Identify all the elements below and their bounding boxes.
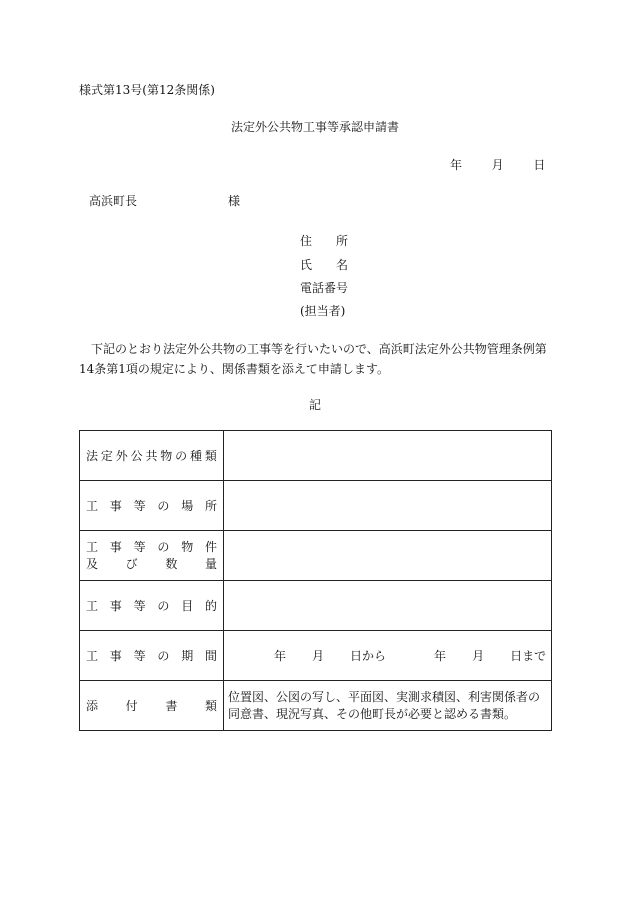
c: 付 <box>125 699 138 713</box>
c: 類 <box>204 449 217 463</box>
body-text-content: 下記のとおり法定外公共物の工事等を行いたいので、高浜町法定外公共物管理条例第14条第1項の規定により、関係書類を添えて申請します。 <box>79 342 547 376</box>
row-period <box>80 631 552 681</box>
row-items <box>80 531 552 581</box>
row-attachments <box>80 681 552 731</box>
addressee: 高浜町長 <box>89 194 138 208</box>
period-end-month: 月 <box>472 649 485 663</box>
c: 種 <box>190 449 203 463</box>
period-start-month: 月 <box>312 649 325 663</box>
name-label <box>300 256 348 273</box>
c: 物 <box>160 449 173 463</box>
period-end-day: 日まで <box>510 649 547 663</box>
address-label-c2: 所 <box>335 234 348 248</box>
c: 書 <box>165 699 178 713</box>
form-number: 様式第13号(第12条関係) <box>79 83 215 97</box>
c: 場 <box>181 499 194 513</box>
label-purpose <box>80 581 224 631</box>
address-label-c1: 住 <box>300 234 313 248</box>
c: 期 <box>181 649 194 663</box>
body-text <box>79 339 551 379</box>
period-start-year: 年 <box>274 649 287 663</box>
c: 添 <box>86 699 99 713</box>
c: 間 <box>204 649 217 663</box>
c: 及 <box>86 556 99 571</box>
c: 工 <box>86 539 99 554</box>
contact-label: (担当者) <box>300 304 346 318</box>
label-items <box>80 531 224 581</box>
c: 数 <box>165 556 178 571</box>
address-label <box>300 232 348 249</box>
c: の <box>157 539 170 554</box>
c: 類 <box>204 699 217 713</box>
c: 事 <box>109 649 122 663</box>
c: 等 <box>133 539 146 554</box>
c: の <box>157 499 170 513</box>
c: 法 <box>86 449 99 463</box>
name-label-c1: 氏 <box>300 258 313 272</box>
c: 工 <box>86 499 99 513</box>
c: の <box>157 599 170 613</box>
c: 工 <box>86 649 99 663</box>
c: 等 <box>133 499 146 513</box>
honorific: 様 <box>228 194 241 208</box>
c: 事 <box>109 599 122 613</box>
c: 所 <box>204 499 217 513</box>
c: 物 <box>181 539 194 554</box>
c: び <box>125 556 138 571</box>
name-label-c2: 名 <box>335 258 348 272</box>
row-facility-type <box>80 431 552 481</box>
c: 工 <box>86 599 99 613</box>
document-title: 法定外公共物工事等承認申請書 <box>230 120 399 134</box>
c: 外 <box>115 449 128 463</box>
label-location <box>80 481 224 531</box>
c: 公 <box>130 449 143 463</box>
value-facility-type[interactable] <box>224 431 552 481</box>
label-attachments <box>80 681 224 731</box>
date-year: 年 <box>450 158 463 172</box>
row-purpose <box>80 581 552 631</box>
period-start-day: 日から <box>350 649 387 663</box>
value-location[interactable] <box>224 481 552 531</box>
phone-label: 電話番号 <box>300 281 349 295</box>
c: 事 <box>109 539 122 554</box>
label-period <box>80 631 224 681</box>
application-table <box>79 430 552 731</box>
c: 定 <box>100 449 113 463</box>
row-location <box>80 481 552 531</box>
c: 件 <box>204 539 217 554</box>
value-purpose[interactable] <box>224 581 552 631</box>
c: の <box>175 449 188 463</box>
date-line <box>450 156 545 173</box>
ki-heading: 記 <box>308 398 321 412</box>
value-period[interactable] <box>224 631 552 681</box>
c: 量 <box>204 556 217 571</box>
c: 事 <box>109 499 122 513</box>
c: 的 <box>204 599 217 613</box>
date-month: 月 <box>491 158 504 172</box>
c: 等 <box>133 649 146 663</box>
value-items[interactable] <box>224 531 552 581</box>
c: 等 <box>133 599 146 613</box>
value-attachments: 位置図、公図の写し、平面図、実測求積図、利害関係者の同意書、現況写真、その他町長が必要と認める書類。 <box>224 681 552 731</box>
date-day: 日 <box>533 158 546 172</box>
c: の <box>157 649 170 663</box>
label-facility-type <box>80 431 224 481</box>
c: 共 <box>145 449 158 463</box>
period-end-year: 年 <box>434 649 447 663</box>
c: 目 <box>181 599 194 613</box>
